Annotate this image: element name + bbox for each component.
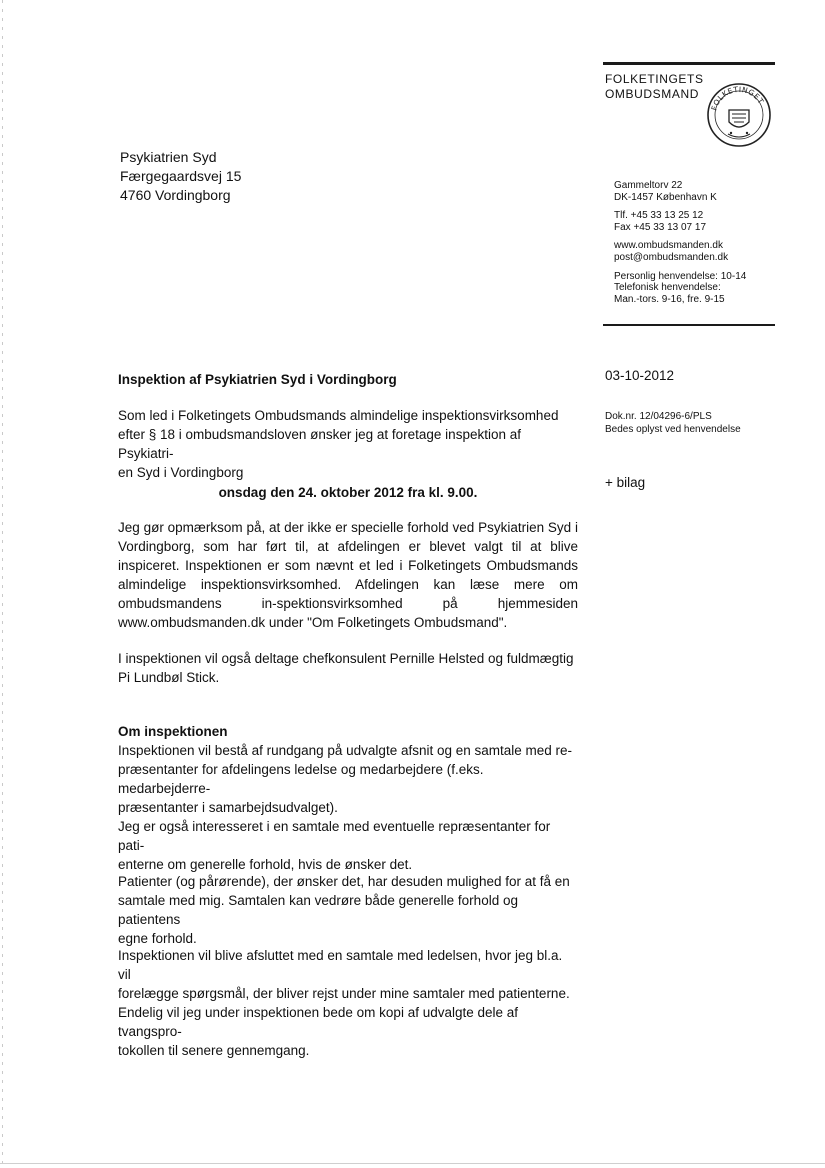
paragraph-line: Patienter (og pårørende), der ønsker det, har desuden mulighed for at få en xyxy=(118,874,570,889)
seal-text: FOLKETINGET xyxy=(709,84,766,112)
inspection-date: onsdag den 24. oktober 2012 fra kl. 9.00. xyxy=(218,485,478,500)
paragraph-line: Inspektionen vil blive afsluttet med en samtale med ledelsen, hvor jeg bl.a. vil xyxy=(118,948,563,982)
paragraph-patients xyxy=(118,872,578,948)
contact-email: post@ombudsmanden.dk xyxy=(614,251,729,263)
recipient-street: Færgegaardsvej 15 xyxy=(120,168,242,184)
contact-fax: Fax +45 33 13 07 17 xyxy=(614,221,707,233)
enclosure-note: + bilag xyxy=(605,475,646,490)
paragraph-line: Som led i Folketingets Ombudsmands almindelige inspektionsvirksomhed xyxy=(118,408,559,423)
contact-block xyxy=(614,180,746,312)
paragraph-rundgang xyxy=(118,741,578,817)
recipient-address xyxy=(120,148,241,205)
section-heading: Om inspektionen xyxy=(118,724,228,739)
paragraph-line: enterne om generelle forhold, hvis de ønsker det. xyxy=(118,857,413,872)
ombudsman-seal-icon xyxy=(706,82,772,148)
paragraph-line: forelægge spørgsmål, der bliver rejst under mine samtaler med patienterne. xyxy=(118,986,570,1001)
paragraph-line: præsentanter for afdelingens ledelse og medarbejdere (f.eks. medarbejderre- xyxy=(118,762,484,796)
contact-personal-hours: Personlig henvendelse: 10-14 xyxy=(614,270,747,282)
recipient-city: 4760 Vordingborg xyxy=(120,187,231,203)
paragraph-patient-reps xyxy=(118,817,578,874)
contact-city: DK-1457 København K xyxy=(614,191,717,203)
paragraph-line: Jeg er også interesseret i en samtale med eventuelle repræsentanter for pati- xyxy=(118,819,551,853)
paragraph-line: Endelig vil jeg under inspektionen bede om kopi af udvalgte dele af tvangspro- xyxy=(118,1005,519,1039)
contact-phone-hours: Man.-tors. 9-16, fre. 9-15 xyxy=(614,293,725,305)
paragraph-intro xyxy=(118,406,578,482)
contact-phone-hours-label: Telefonisk henvendelse: xyxy=(614,282,721,294)
recipient-name: Psykiatrien Syd xyxy=(120,149,217,165)
scan-edge-left xyxy=(2,0,3,1168)
document-reference xyxy=(605,410,741,436)
paragraph-participants xyxy=(118,649,578,687)
doc-number: Dok.nr. 12/04296-6/PLS xyxy=(605,411,712,422)
paragraph-line: en Syd i Vordingborg xyxy=(118,465,244,480)
letter-title: Inspektion af Psykiatrien Syd i Vordingborg xyxy=(118,372,397,387)
paragraph-line: tokollen til senere gennemgang. xyxy=(118,1043,310,1058)
scan-edge-bottom xyxy=(0,1163,825,1164)
contact-street: Gammeltorv 22 xyxy=(614,180,683,191)
paragraph-selection xyxy=(118,518,578,632)
letterhead-org xyxy=(605,72,704,101)
paragraph-line: efter § 18 i ombudsmandsloven ønsker jeg at foretage inspektion af Psykiatri- xyxy=(118,427,521,461)
paragraph-text: Jeg gør opmærksom på, at der ikke er specielle forhold ved Psykiatrien Syd i Vordingborg, som har ført til, at afdelingen er blevet valgt til at blive inspiceret. Inspektionen er som nævnt et led i Folketingets Ombudsmands almindelige inspektionsvirksomhed. Afdelingen kan læse mere om ombudsmandens in-spektionsvirksomhed på hjemmesiden www.ombudsmanden.dk under "Om Folketingets Ombudsmand". xyxy=(118,520,578,630)
org-line-2: OMBUDSMAND xyxy=(605,86,700,101)
contact-web: www.ombudsmanden.dk xyxy=(614,240,723,252)
org-line-1: FOLKETINGETS xyxy=(605,72,704,86)
paragraph-line: præsentanter i samarbejdsudvalget). xyxy=(118,800,338,815)
paragraph-line: samtale med mig. Samtalen kan vedrøre både generelle forhold og patientens xyxy=(118,893,518,927)
contact-phone: Tlf. +45 33 13 25 12 xyxy=(614,210,704,222)
paragraph-line: Pi Lundbøl Stick. xyxy=(118,670,220,685)
paragraph-line: I inspektionen vil også deltage chefkonsulent Pernille Helsted og fuldmægtig xyxy=(118,651,574,666)
reference-note: Bedes oplyst ved henvendelse xyxy=(605,424,741,435)
paragraph-closing xyxy=(118,946,578,1060)
letter-date: 03-10-2012 xyxy=(605,368,675,383)
paragraph-line: egne forhold. xyxy=(118,931,197,946)
letterhead-rule-top xyxy=(603,62,775,65)
paragraph-line: Inspektionen vil bestå af rundgang på udvalgte afsnit og en samtale med re- xyxy=(118,743,573,758)
letterhead-rule-bottom xyxy=(603,324,775,326)
